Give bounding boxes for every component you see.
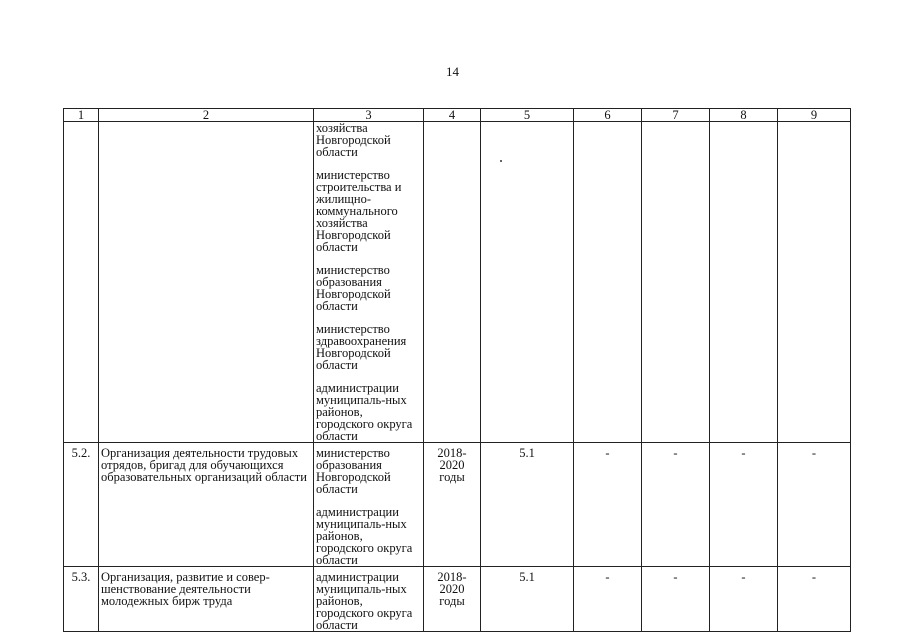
executor: администрации муниципаль-ных районов, городского округа области — [316, 381, 413, 443]
target-cell: 5.1 — [481, 567, 574, 632]
header-cell: 2 — [99, 109, 314, 122]
activity-title: Организация деятельности трудовых отрядов, бригад для обучающихся образовательных организаций области — [99, 443, 314, 567]
activity-title — [99, 122, 314, 443]
item-number: 5.3. — [64, 567, 99, 632]
value-cell — [642, 122, 710, 443]
target-cell: 5.1 — [481, 443, 574, 567]
header-cell: 4 — [424, 109, 481, 122]
executor: администрации муниципаль-ных районов, городского округа области — [316, 505, 413, 567]
executors-cell — [314, 443, 424, 567]
value-cell: - — [778, 443, 851, 567]
table-row — [64, 443, 851, 567]
executor: министерство образования Новгородской области — [316, 446, 391, 496]
value-cell: - — [710, 567, 778, 632]
executors-cell — [314, 567, 424, 632]
value-cell: - — [642, 443, 710, 567]
header-cell: 8 — [710, 109, 778, 122]
value-cell: - — [778, 567, 851, 632]
header-cell: 7 — [642, 109, 710, 122]
header-cell: 6 — [574, 109, 642, 122]
header-cell: 9 — [778, 109, 851, 122]
value-cell: - — [642, 567, 710, 632]
executor: министерство здравоохранения Новгородской области — [316, 322, 407, 372]
page-number: 14 — [446, 64, 459, 79]
header-cell: 1 — [64, 109, 99, 122]
scan-speck — [500, 160, 502, 162]
activities-table — [63, 108, 851, 632]
table-header-row — [64, 109, 851, 122]
value-cell: - — [574, 443, 642, 567]
executor: администрации муниципаль-ных районов, городского округа области — [316, 570, 413, 632]
table-row — [64, 567, 851, 632]
header-cell: 3 — [314, 109, 424, 122]
period-cell: 2018-2020 годы — [424, 443, 481, 567]
value-cell: - — [710, 443, 778, 567]
activity-title: Организация, развитие и совер-шенствование деятельности молодежных бирж труда — [99, 567, 314, 632]
value-cell — [778, 122, 851, 443]
executor: министерство строительства и жилищно-коммунального хозяйства Новгородской области — [316, 168, 402, 254]
header-cell: 5 — [481, 109, 574, 122]
executors-cell — [314, 122, 424, 443]
executor: министерство образования Новгородской области — [316, 263, 391, 313]
item-number — [64, 122, 99, 443]
value-cell — [574, 122, 642, 443]
period-cell: 2018-2020 годы — [424, 567, 481, 632]
executor: хозяйства Новгородской области — [316, 121, 391, 159]
target-cell — [481, 122, 574, 443]
table-row — [64, 122, 851, 443]
period-cell — [424, 122, 481, 443]
item-number: 5.2. — [64, 443, 99, 567]
value-cell — [710, 122, 778, 443]
value-cell: - — [574, 567, 642, 632]
